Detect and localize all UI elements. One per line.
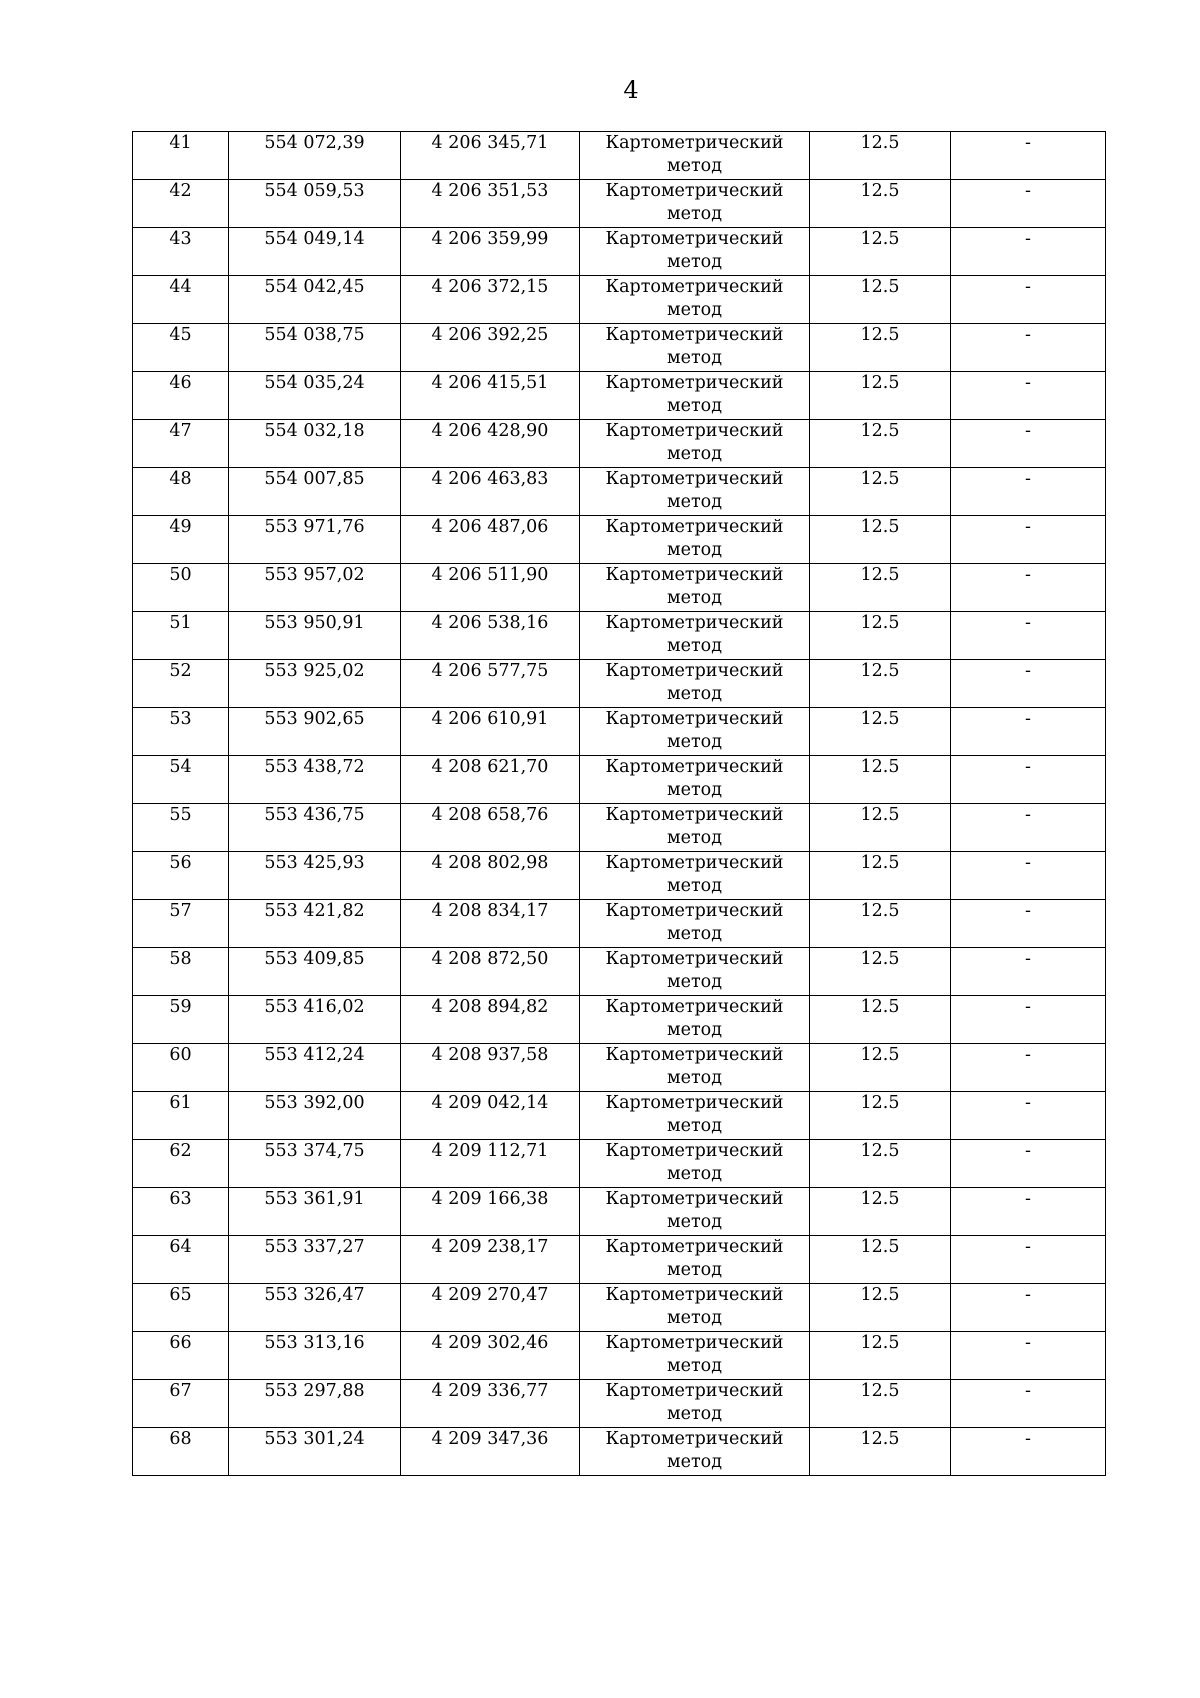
point-number-cell: 46 bbox=[133, 372, 229, 420]
x-coordinate-cell: 553 412,24 bbox=[229, 1044, 401, 1092]
x-coordinate-cell: 554 032,18 bbox=[229, 420, 401, 468]
method-line-1: Картометрический bbox=[605, 517, 784, 537]
method-line-2: метод bbox=[667, 1308, 722, 1328]
accuracy-cell: 12.5 bbox=[810, 1140, 951, 1188]
note-cell: - bbox=[951, 516, 1106, 564]
accuracy-cell: 12.5 bbox=[810, 1092, 951, 1140]
point-number-cell: 41 bbox=[133, 132, 229, 180]
accuracy-cell: 12.5 bbox=[810, 276, 951, 324]
accuracy-cell: 12.5 bbox=[810, 324, 951, 372]
accuracy-cell: 12.5 bbox=[810, 1428, 951, 1476]
accuracy-cell: 12.5 bbox=[810, 228, 951, 276]
method-line-2: метод bbox=[667, 252, 722, 272]
method-line-1: Картометрический bbox=[605, 661, 784, 681]
method-cell bbox=[580, 1140, 810, 1188]
y-coordinate-cell: 4 209 302,46 bbox=[401, 1332, 580, 1380]
method-cell bbox=[580, 1428, 810, 1476]
x-coordinate-cell: 554 038,75 bbox=[229, 324, 401, 372]
method-line-2: метод bbox=[667, 684, 722, 704]
method-cell bbox=[580, 804, 810, 852]
method-cell bbox=[580, 180, 810, 228]
method-line-1: Картометрический bbox=[605, 853, 784, 873]
method-line-2: метод bbox=[667, 732, 722, 752]
method-line-2: метод bbox=[667, 1356, 722, 1376]
point-number-cell: 48 bbox=[133, 468, 229, 516]
method-cell bbox=[580, 324, 810, 372]
method-line-1: Картометрический bbox=[605, 901, 784, 921]
method-line-2: метод bbox=[667, 876, 722, 896]
y-coordinate-cell: 4 206 351,53 bbox=[401, 180, 580, 228]
method-line-2: метод bbox=[667, 972, 722, 992]
note-cell: - bbox=[951, 1380, 1106, 1428]
accuracy-cell: 12.5 bbox=[810, 948, 951, 996]
note-cell: - bbox=[951, 948, 1106, 996]
accuracy-cell: 12.5 bbox=[810, 1044, 951, 1092]
accuracy-cell: 12.5 bbox=[810, 180, 951, 228]
point-number-cell: 66 bbox=[133, 1332, 229, 1380]
method-line-1: Картометрический bbox=[605, 133, 784, 153]
point-number-cell: 50 bbox=[133, 564, 229, 612]
x-coordinate-cell: 553 416,02 bbox=[229, 996, 401, 1044]
method-cell bbox=[580, 852, 810, 900]
point-number-cell: 57 bbox=[133, 900, 229, 948]
method-cell bbox=[580, 1044, 810, 1092]
note-cell: - bbox=[951, 996, 1106, 1044]
note-cell: - bbox=[951, 900, 1106, 948]
accuracy-cell: 12.5 bbox=[810, 468, 951, 516]
note-cell: - bbox=[951, 708, 1106, 756]
method-line-1: Картометрический bbox=[605, 613, 784, 633]
point-number-cell: 64 bbox=[133, 1236, 229, 1284]
method-cell bbox=[580, 1332, 810, 1380]
method-line-1: Картометрический bbox=[605, 229, 784, 249]
note-cell: - bbox=[951, 1284, 1106, 1332]
point-number-cell: 47 bbox=[133, 420, 229, 468]
method-line-1: Картометрический bbox=[605, 997, 784, 1017]
method-cell bbox=[580, 996, 810, 1044]
y-coordinate-cell: 4 206 610,91 bbox=[401, 708, 580, 756]
point-number-cell: 53 bbox=[133, 708, 229, 756]
table-row bbox=[133, 1044, 1106, 1092]
y-coordinate-cell: 4 209 238,17 bbox=[401, 1236, 580, 1284]
x-coordinate-cell: 553 950,91 bbox=[229, 612, 401, 660]
note-cell: - bbox=[951, 1140, 1106, 1188]
x-coordinate-cell: 553 421,82 bbox=[229, 900, 401, 948]
note-cell: - bbox=[951, 1188, 1106, 1236]
table-row bbox=[133, 228, 1106, 276]
method-line-1: Картометрический bbox=[605, 709, 784, 729]
point-number-cell: 60 bbox=[133, 1044, 229, 1092]
x-coordinate-cell: 554 049,14 bbox=[229, 228, 401, 276]
method-cell bbox=[580, 276, 810, 324]
accuracy-cell: 12.5 bbox=[810, 612, 951, 660]
method-cell bbox=[580, 1188, 810, 1236]
accuracy-cell: 12.5 bbox=[810, 804, 951, 852]
y-coordinate-cell: 4 206 538,16 bbox=[401, 612, 580, 660]
y-coordinate-cell: 4 206 392,25 bbox=[401, 324, 580, 372]
accuracy-cell: 12.5 bbox=[810, 756, 951, 804]
method-line-2: метод bbox=[667, 1452, 722, 1472]
x-coordinate-cell: 553 436,75 bbox=[229, 804, 401, 852]
method-line-2: метод bbox=[667, 1116, 722, 1136]
y-coordinate-cell: 4 208 872,50 bbox=[401, 948, 580, 996]
note-cell: - bbox=[951, 756, 1106, 804]
point-number-cell: 42 bbox=[133, 180, 229, 228]
method-line-1: Картометрический bbox=[605, 1333, 784, 1353]
point-number-cell: 63 bbox=[133, 1188, 229, 1236]
page-number: 4 bbox=[623, 76, 639, 104]
method-line-1: Картометрический bbox=[605, 181, 784, 201]
note-cell: - bbox=[951, 228, 1106, 276]
y-coordinate-cell: 4 206 463,83 bbox=[401, 468, 580, 516]
method-line-1: Картометрический bbox=[605, 1285, 784, 1305]
table-row bbox=[133, 180, 1106, 228]
method-line-1: Картометрический bbox=[605, 1189, 784, 1209]
x-coordinate-cell: 554 035,24 bbox=[229, 372, 401, 420]
table-row bbox=[133, 852, 1106, 900]
note-cell: - bbox=[951, 804, 1106, 852]
method-line-1: Картометрический bbox=[605, 1237, 784, 1257]
method-line-1: Картометрический bbox=[605, 805, 784, 825]
table-row bbox=[133, 516, 1106, 564]
accuracy-cell: 12.5 bbox=[810, 1188, 951, 1236]
x-coordinate-cell: 553 409,85 bbox=[229, 948, 401, 996]
table-row bbox=[133, 660, 1106, 708]
x-coordinate-cell: 554 042,45 bbox=[229, 276, 401, 324]
table-row bbox=[133, 324, 1106, 372]
method-line-2: метод bbox=[667, 1404, 722, 1424]
point-number-cell: 52 bbox=[133, 660, 229, 708]
x-coordinate-cell: 553 337,27 bbox=[229, 1236, 401, 1284]
note-cell: - bbox=[951, 612, 1106, 660]
x-coordinate-cell: 553 374,75 bbox=[229, 1140, 401, 1188]
y-coordinate-cell: 4 208 658,76 bbox=[401, 804, 580, 852]
method-line-2: метод bbox=[667, 636, 722, 656]
point-number-cell: 56 bbox=[133, 852, 229, 900]
x-coordinate-cell: 554 059,53 bbox=[229, 180, 401, 228]
point-number-cell: 65 bbox=[133, 1284, 229, 1332]
table-row bbox=[133, 468, 1106, 516]
note-cell: - bbox=[951, 1428, 1106, 1476]
method-cell bbox=[580, 660, 810, 708]
y-coordinate-cell: 4 209 042,14 bbox=[401, 1092, 580, 1140]
accuracy-cell: 12.5 bbox=[810, 1284, 951, 1332]
accuracy-cell: 12.5 bbox=[810, 132, 951, 180]
point-number-cell: 68 bbox=[133, 1428, 229, 1476]
method-cell bbox=[580, 372, 810, 420]
table-row bbox=[133, 420, 1106, 468]
y-coordinate-cell: 4 206 372,15 bbox=[401, 276, 580, 324]
y-coordinate-cell: 4 208 621,70 bbox=[401, 756, 580, 804]
accuracy-cell: 12.5 bbox=[810, 564, 951, 612]
point-number-cell: 55 bbox=[133, 804, 229, 852]
method-cell bbox=[580, 1236, 810, 1284]
x-coordinate-cell: 554 007,85 bbox=[229, 468, 401, 516]
note-cell: - bbox=[951, 372, 1106, 420]
point-number-cell: 62 bbox=[133, 1140, 229, 1188]
table-row bbox=[133, 1188, 1106, 1236]
table-row bbox=[133, 1332, 1106, 1380]
coordinates-table-body bbox=[133, 132, 1106, 1476]
accuracy-cell: 12.5 bbox=[810, 1332, 951, 1380]
table-row bbox=[133, 1236, 1106, 1284]
method-line-2: метод bbox=[667, 348, 722, 368]
table-row bbox=[133, 1140, 1106, 1188]
note-cell: - bbox=[951, 420, 1106, 468]
table-row bbox=[133, 1284, 1106, 1332]
method-line-1: Картометрический bbox=[605, 1141, 784, 1161]
point-number-cell: 67 bbox=[133, 1380, 229, 1428]
method-cell bbox=[580, 756, 810, 804]
method-line-2: метод bbox=[667, 588, 722, 608]
method-cell bbox=[580, 516, 810, 564]
accuracy-cell: 12.5 bbox=[810, 852, 951, 900]
method-line-2: метод bbox=[667, 1164, 722, 1184]
table-row bbox=[133, 372, 1106, 420]
point-number-cell: 45 bbox=[133, 324, 229, 372]
note-cell: - bbox=[951, 180, 1106, 228]
method-line-1: Картометрический bbox=[605, 1429, 784, 1449]
point-number-cell: 58 bbox=[133, 948, 229, 996]
note-cell: - bbox=[951, 276, 1106, 324]
table-row bbox=[133, 900, 1106, 948]
method-cell bbox=[580, 612, 810, 660]
x-coordinate-cell: 553 957,02 bbox=[229, 564, 401, 612]
method-cell bbox=[580, 1092, 810, 1140]
note-cell: - bbox=[951, 1236, 1106, 1284]
y-coordinate-cell: 4 206 428,90 bbox=[401, 420, 580, 468]
table-row bbox=[133, 612, 1106, 660]
method-line-2: метод bbox=[667, 300, 722, 320]
y-coordinate-cell: 4 208 937,58 bbox=[401, 1044, 580, 1092]
x-coordinate-cell: 553 361,91 bbox=[229, 1188, 401, 1236]
y-coordinate-cell: 4 209 336,77 bbox=[401, 1380, 580, 1428]
method-line-1: Картометрический bbox=[605, 949, 784, 969]
point-number-cell: 54 bbox=[133, 756, 229, 804]
method-cell bbox=[580, 708, 810, 756]
x-coordinate-cell: 553 925,02 bbox=[229, 660, 401, 708]
y-coordinate-cell: 4 208 834,17 bbox=[401, 900, 580, 948]
accuracy-cell: 12.5 bbox=[810, 420, 951, 468]
note-cell: - bbox=[951, 852, 1106, 900]
point-number-cell: 49 bbox=[133, 516, 229, 564]
method-line-2: метод bbox=[667, 204, 722, 224]
method-line-1: Картометрический bbox=[605, 469, 784, 489]
method-line-1: Картометрический bbox=[605, 757, 784, 777]
y-coordinate-cell: 4 208 802,98 bbox=[401, 852, 580, 900]
method-line-2: метод bbox=[667, 492, 722, 512]
y-coordinate-cell: 4 206 415,51 bbox=[401, 372, 580, 420]
method-line-2: метод bbox=[667, 396, 722, 416]
accuracy-cell: 12.5 bbox=[810, 708, 951, 756]
x-coordinate-cell: 553 326,47 bbox=[229, 1284, 401, 1332]
y-coordinate-cell: 4 209 166,38 bbox=[401, 1188, 580, 1236]
x-coordinate-cell: 553 301,24 bbox=[229, 1428, 401, 1476]
accuracy-cell: 12.5 bbox=[810, 900, 951, 948]
method-cell bbox=[580, 900, 810, 948]
table-row bbox=[133, 276, 1106, 324]
table-row bbox=[133, 804, 1106, 852]
table-row bbox=[133, 564, 1106, 612]
note-cell: - bbox=[951, 1044, 1106, 1092]
note-cell: - bbox=[951, 660, 1106, 708]
method-line-2: метод bbox=[667, 1212, 722, 1232]
method-line-2: метод bbox=[667, 1068, 722, 1088]
accuracy-cell: 12.5 bbox=[810, 372, 951, 420]
note-cell: - bbox=[951, 1092, 1106, 1140]
table-row bbox=[133, 1428, 1106, 1476]
method-line-1: Картометрический bbox=[605, 277, 784, 297]
accuracy-cell: 12.5 bbox=[810, 1236, 951, 1284]
accuracy-cell: 12.5 bbox=[810, 996, 951, 1044]
method-line-1: Картометрический bbox=[605, 421, 784, 441]
point-number-cell: 61 bbox=[133, 1092, 229, 1140]
method-cell bbox=[580, 1284, 810, 1332]
table-row bbox=[133, 948, 1106, 996]
y-coordinate-cell: 4 206 359,99 bbox=[401, 228, 580, 276]
x-coordinate-cell: 553 297,88 bbox=[229, 1380, 401, 1428]
point-number-cell: 43 bbox=[133, 228, 229, 276]
method-cell bbox=[580, 468, 810, 516]
x-coordinate-cell: 553 438,72 bbox=[229, 756, 401, 804]
method-cell bbox=[580, 228, 810, 276]
note-cell: - bbox=[951, 132, 1106, 180]
point-number-cell: 51 bbox=[133, 612, 229, 660]
y-coordinate-cell: 4 208 894,82 bbox=[401, 996, 580, 1044]
x-coordinate-cell: 553 392,00 bbox=[229, 1092, 401, 1140]
method-line-1: Картометрический bbox=[605, 1381, 784, 1401]
coordinates-table bbox=[132, 131, 1106, 1476]
method-line-2: метод bbox=[667, 828, 722, 848]
method-line-2: метод bbox=[667, 780, 722, 800]
table-row bbox=[133, 708, 1106, 756]
method-line-1: Картометрический bbox=[605, 325, 784, 345]
note-cell: - bbox=[951, 324, 1106, 372]
method-line-1: Картометрический bbox=[605, 1093, 784, 1113]
method-cell bbox=[580, 132, 810, 180]
method-cell bbox=[580, 1380, 810, 1428]
method-line-2: метод bbox=[667, 924, 722, 944]
method-line-1: Картометрический bbox=[605, 565, 784, 585]
method-cell bbox=[580, 420, 810, 468]
y-coordinate-cell: 4 206 577,75 bbox=[401, 660, 580, 708]
note-cell: - bbox=[951, 468, 1106, 516]
accuracy-cell: 12.5 bbox=[810, 516, 951, 564]
table-row bbox=[133, 1092, 1106, 1140]
accuracy-cell: 12.5 bbox=[810, 660, 951, 708]
method-line-2: метод bbox=[667, 444, 722, 464]
table-row bbox=[133, 756, 1106, 804]
table-row bbox=[133, 132, 1106, 180]
point-number-cell: 44 bbox=[133, 276, 229, 324]
point-number-cell: 59 bbox=[133, 996, 229, 1044]
note-cell: - bbox=[951, 1332, 1106, 1380]
method-line-1: Картометрический bbox=[605, 1045, 784, 1065]
accuracy-cell: 12.5 bbox=[810, 1380, 951, 1428]
method-cell bbox=[580, 948, 810, 996]
method-line-1: Картометрический bbox=[605, 373, 784, 393]
y-coordinate-cell: 4 209 112,71 bbox=[401, 1140, 580, 1188]
method-line-2: метод bbox=[667, 1260, 722, 1280]
method-line-2: метод bbox=[667, 156, 722, 176]
x-coordinate-cell: 553 902,65 bbox=[229, 708, 401, 756]
y-coordinate-cell: 4 206 511,90 bbox=[401, 564, 580, 612]
table-row bbox=[133, 1380, 1106, 1428]
method-line-2: метод bbox=[667, 1020, 722, 1040]
x-coordinate-cell: 553 313,16 bbox=[229, 1332, 401, 1380]
method-cell bbox=[580, 564, 810, 612]
table-row bbox=[133, 996, 1106, 1044]
x-coordinate-cell: 553 971,76 bbox=[229, 516, 401, 564]
note-cell: - bbox=[951, 564, 1106, 612]
x-coordinate-cell: 553 425,93 bbox=[229, 852, 401, 900]
y-coordinate-cell: 4 206 345,71 bbox=[401, 132, 580, 180]
x-coordinate-cell: 554 072,39 bbox=[229, 132, 401, 180]
method-line-2: метод bbox=[667, 540, 722, 560]
y-coordinate-cell: 4 209 270,47 bbox=[401, 1284, 580, 1332]
y-coordinate-cell: 4 209 347,36 bbox=[401, 1428, 580, 1476]
y-coordinate-cell: 4 206 487,06 bbox=[401, 516, 580, 564]
